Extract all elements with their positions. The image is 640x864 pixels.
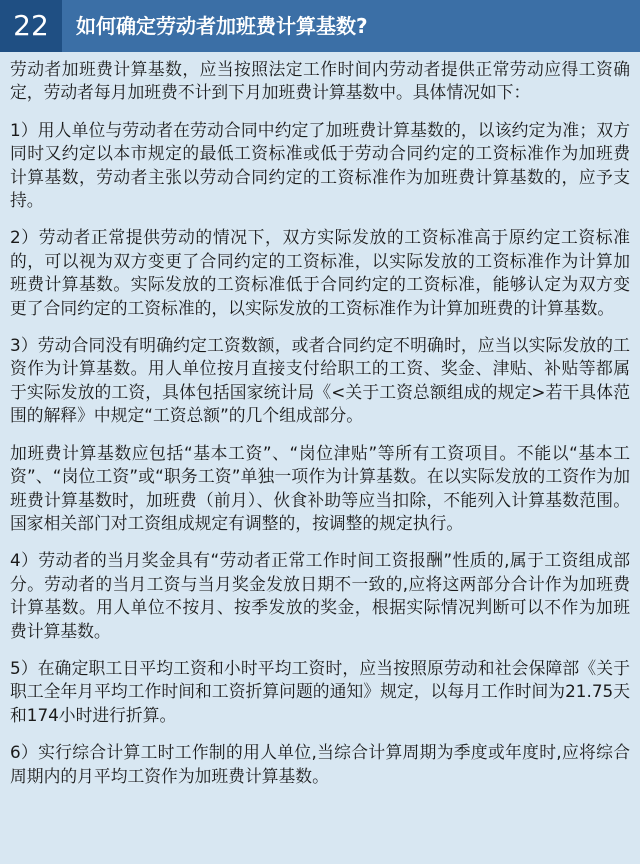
- paragraph-item-3: 3）劳动合同没有明确约定工资数额，或者合同约定不明确时，应当以实际发放的工资作为计算基数。用人单位按月直接支付给职工的工资、奖金、津贴、补贴等都属于实际发放的工资，具体包括国家统计局《<关于工资总额组成的规定>若干具体范围的解释》中规定“工资总额”的几个组成部分。: [10, 335, 630, 426]
- title-bar: [0, 0, 640, 52]
- paragraph-wage-items: 加班费计算基数应包括“基本工资”、“岗位津贴”等所有工资项目。不能以“基本工资”、“岗位工资”或“职务工资”单独一项作为计算基数。在以实际发放的工资作为加班费计算基数时，加班费（前月）、伙食补助等应当扣除，不能列入计算基数范围。国家相关部门对工资组成规定有调整的，按调整的规定执行。: [10, 442, 630, 533]
- paragraph-item-2: 2）劳动者正常提供劳动的情况下，双方实际发放的工资标准高于原约定工资标准的，可以视为双方变更了合同约定的工资标准，以实际发放的工资标准作为计算加班费计算基数。实际发放的工资标准低于合同约定的工资标准，能够认定为双方变更了合同约定的工资标准的，以实际发放的工资标准作为计算加班费的计算基数。: [10, 227, 630, 318]
- intro-paragraph: 劳动者加班费计算基数，应当按照法定工作时间内劳动者提供正常劳动应得工资确定，劳动者每月加班费不计到下月加班费计算基数中。具体情况如下：: [10, 59, 630, 103]
- article-body: [10, 58, 630, 802]
- page-title: 如何确定劳动者加班费计算基数?: [76, 14, 368, 38]
- paragraph-item-5: 5）在确定职工日平均工资和小时平均工资时，应当按照原劳动和社会保障部《关于职工全年月平均工作时间和工资折算问题的通知》规定，以每月工作时间为21.75天和174小时进行折算。: [10, 657, 630, 725]
- paragraph-item-1: 1）用人单位与劳动者在劳动合同中约定了加班费计算基数的，以该约定为准；双方同时又约定以本市规定的最低工资标准或低于劳动合同约定的工资标准作为加班费计算基数，劳动者主张以劳动合同约定的工资标准作为加班费计算基数的，应予支持。: [10, 119, 630, 211]
- paragraph-item-6: 6）实行综合计算工时工作制的用人单位,当综合计算周期为季度或年度时,应将综合周期内的月平均工资作为加班费计算基数。: [10, 742, 630, 786]
- question-number-badge: 22: [0, 0, 62, 52]
- paragraph-item-4: 4）劳动者的当月奖金具有“劳动者正常工作时间工资报酬”性质的,属于工资组成部分。劳动者的当月工资与当月奖金发放日期不一致的,应将这两部分合计作为加班费计算基数。用人单位不按月、按季发放的奖金，根据实际情况判断可以不作为加班费计算基数。: [10, 550, 630, 641]
